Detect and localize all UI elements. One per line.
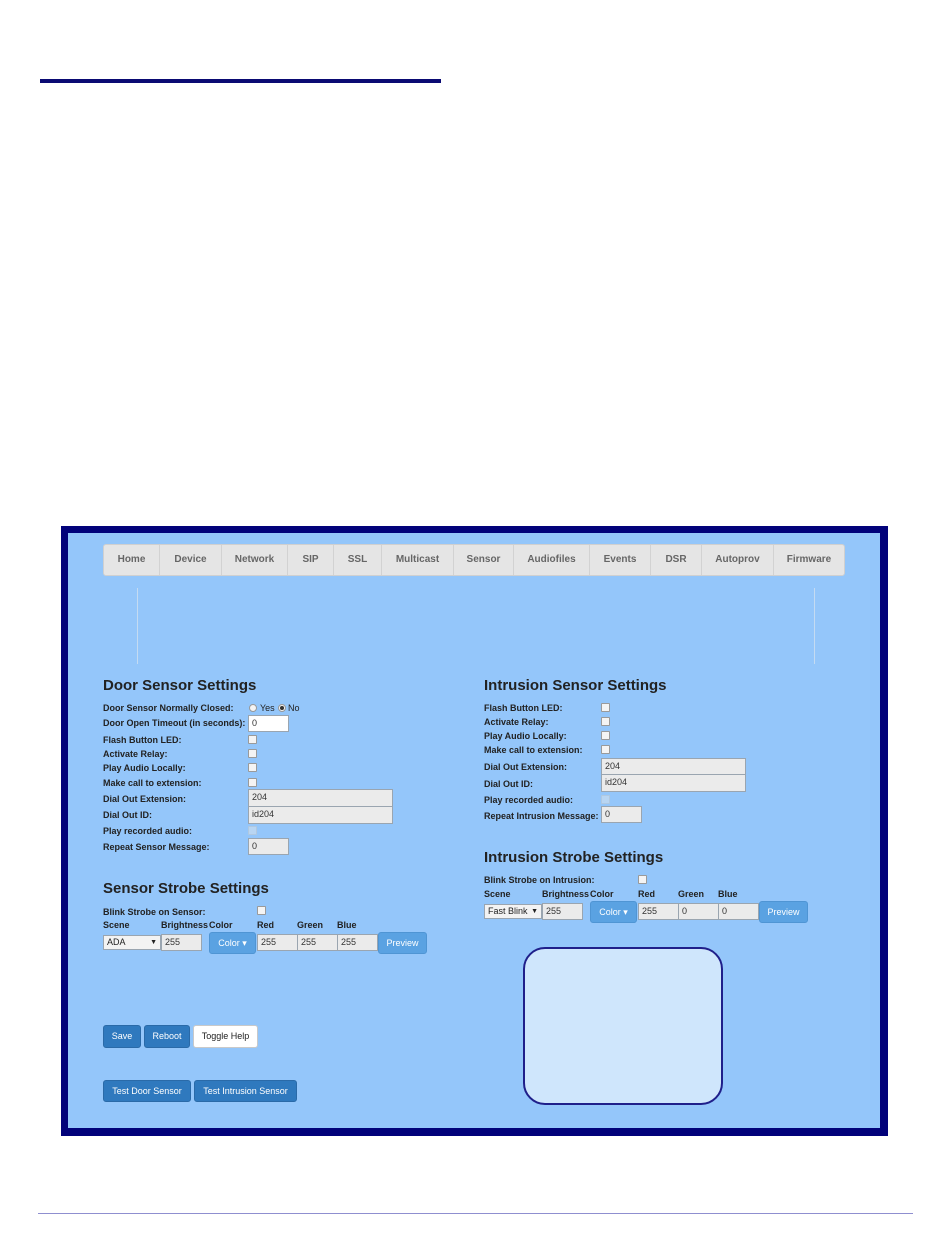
door-timeout-label: Door Open Timeout (in seconds): xyxy=(103,718,246,728)
intrusion-activate-relay-label: Activate Relay: xyxy=(484,717,549,727)
intrusion-color-button[interactable]: Color ▾ xyxy=(590,901,637,923)
sensor-brightness-input[interactable]: 255 xyxy=(161,934,202,951)
intrusion-blink-label: Blink Strobe on Intrusion: xyxy=(484,875,595,885)
intrusion-brightness-input[interactable]: 255 xyxy=(542,903,583,920)
toggle-help-button[interactable]: Toggle Help xyxy=(193,1025,258,1048)
col-green-header: Green xyxy=(678,889,705,899)
intrusion-play-audio-label: Play Audio Locally: xyxy=(484,731,567,741)
nav-sip[interactable]: SIP xyxy=(288,545,334,575)
intrusion-make-call-checkbox[interactable] xyxy=(601,745,610,754)
col-green-header: Green xyxy=(297,920,324,930)
sensor-strobe-heading: Sensor Strobe Settings xyxy=(103,880,269,897)
door-activate-relay-label: Activate Relay: xyxy=(103,749,168,759)
col-red-header: Red xyxy=(638,889,656,899)
nav-firmware[interactable]: Firmware xyxy=(786,554,832,565)
intrusion-play-audio-checkbox[interactable] xyxy=(601,731,610,740)
sensor-red-input[interactable]: 255 xyxy=(257,934,298,951)
sensor-blink-checkbox[interactable] xyxy=(257,906,266,915)
col-brightness-header: Brightness xyxy=(161,920,209,930)
sensor-preview-button[interactable]: Preview xyxy=(378,932,427,954)
door-dial-ext-label: Dial Out Extension: xyxy=(103,794,187,804)
door-timeout-input[interactable]: 0 xyxy=(248,715,289,732)
intrusion-dial-id-input[interactable]: id204 xyxy=(601,774,746,792)
col-color-header: Color xyxy=(590,889,614,899)
sensor-scene-select[interactable] xyxy=(103,935,161,950)
chevron-down-icon: ▼ xyxy=(150,939,157,946)
nav-audiofiles[interactable]: Audiofiles xyxy=(514,545,590,575)
intrusion-dial-id-label: Dial Out ID: xyxy=(484,779,533,789)
door-play-audio-checkbox[interactable] xyxy=(248,763,257,772)
divider-line xyxy=(814,588,815,664)
col-scene-header: Scene xyxy=(484,889,511,899)
nav-network[interactable]: Network xyxy=(222,545,288,575)
door-normally-closed-yes-radio[interactable] xyxy=(249,704,257,712)
intrusion-sensor-heading: Intrusion Sensor Settings xyxy=(484,677,667,694)
door-flash-led-checkbox[interactable] xyxy=(248,735,257,744)
nav-ssl[interactable]: SSL xyxy=(334,545,382,575)
col-brightness-header: Brightness xyxy=(542,889,590,899)
nav-home[interactable]: Home xyxy=(104,545,160,575)
door-make-call-checkbox[interactable] xyxy=(248,778,257,787)
sensor-color-button[interactable]: Color ▾ xyxy=(209,932,256,954)
door-play-recorded-checkbox[interactable] xyxy=(248,826,257,835)
door-activate-relay-checkbox[interactable] xyxy=(248,749,257,758)
col-blue-header: Blue xyxy=(337,920,357,930)
sensor-blink-label: Blink Strobe on Sensor: xyxy=(103,907,206,917)
intrusion-activate-relay-checkbox[interactable] xyxy=(601,717,610,726)
intrusion-repeat-input[interactable]: 0 xyxy=(601,806,642,823)
intrusion-play-recorded-checkbox[interactable] xyxy=(601,795,610,804)
divider-line xyxy=(137,588,138,664)
intrusion-repeat-label: Repeat Intrusion Message: xyxy=(484,811,599,821)
door-play-recorded-label: Play recorded audio: xyxy=(103,826,193,836)
door-normally-closed-label: Door Sensor Normally Closed: xyxy=(103,703,234,713)
chevron-down-icon: ▼ xyxy=(531,908,538,915)
door-dial-id-input[interactable]: id204 xyxy=(248,806,393,824)
door-sensor-heading: Door Sensor Settings xyxy=(103,677,257,694)
nav-autoprov[interactable]: Autoprov xyxy=(702,545,774,575)
test-door-sensor-button[interactable]: Test Door Sensor xyxy=(103,1080,191,1102)
no-label: No xyxy=(288,703,300,713)
door-dial-id-label: Dial Out ID: xyxy=(103,810,152,820)
intrusion-blink-checkbox[interactable] xyxy=(638,875,647,884)
col-scene-header: Scene xyxy=(103,920,130,930)
intrusion-flash-led-checkbox[interactable] xyxy=(601,703,610,712)
test-intrusion-sensor-button[interactable]: Test Intrusion Sensor xyxy=(194,1080,297,1102)
nav-events[interactable]: Events xyxy=(590,545,651,575)
nav-multicast[interactable]: Multicast xyxy=(382,545,454,575)
intrusion-flash-led-label: Flash Button LED: xyxy=(484,703,563,713)
intrusion-play-recorded-label: Play recorded audio: xyxy=(484,795,574,805)
save-button[interactable]: Save xyxy=(103,1025,141,1048)
col-blue-header: Blue xyxy=(718,889,738,899)
intrusion-strobe-heading: Intrusion Strobe Settings xyxy=(484,849,664,866)
sensor-scene-value: ADA xyxy=(107,937,126,947)
intrusion-green-input[interactable]: 0 xyxy=(678,903,719,920)
nav-device[interactable]: Device xyxy=(160,545,222,575)
intrusion-dial-ext-label: Dial Out Extension: xyxy=(484,762,568,772)
yes-label: Yes xyxy=(260,703,275,713)
intrusion-scene-value: Fast Blink xyxy=(488,906,528,916)
intrusion-blue-input[interactable]: 0 xyxy=(718,903,759,920)
nav-sensor[interactable]: Sensor xyxy=(454,545,514,575)
intrusion-scene-select[interactable] xyxy=(484,904,542,919)
header-rule xyxy=(40,79,441,83)
col-red-header: Red xyxy=(257,920,275,930)
intrusion-preview-button[interactable]: Preview xyxy=(759,901,808,923)
nav-dsr[interactable]: DSR xyxy=(651,545,702,575)
intrusion-dial-ext-input[interactable]: 204 xyxy=(601,758,746,776)
door-dial-ext-input[interactable]: 204 xyxy=(248,789,393,807)
sensor-green-input[interactable]: 255 xyxy=(297,934,338,951)
door-repeat-label: Repeat Sensor Message: xyxy=(103,842,210,852)
intrusion-red-input[interactable]: 255 xyxy=(638,903,679,920)
door-repeat-input[interactable]: 0 xyxy=(248,838,289,855)
sensor-blue-input[interactable]: 255 xyxy=(337,934,378,951)
door-normally-closed-no-radio[interactable] xyxy=(278,704,286,712)
help-callout-box xyxy=(523,947,723,1105)
intrusion-make-call-label: Make call to extension: xyxy=(484,745,583,755)
door-play-audio-label: Play Audio Locally: xyxy=(103,763,186,773)
door-flash-led-label: Flash Button LED: xyxy=(103,735,182,745)
reboot-button[interactable]: Reboot xyxy=(144,1025,190,1048)
nav-bar xyxy=(103,544,845,576)
footer-rule xyxy=(38,1213,913,1214)
col-color-header: Color xyxy=(209,920,233,930)
door-make-call-label: Make call to extension: xyxy=(103,778,202,788)
